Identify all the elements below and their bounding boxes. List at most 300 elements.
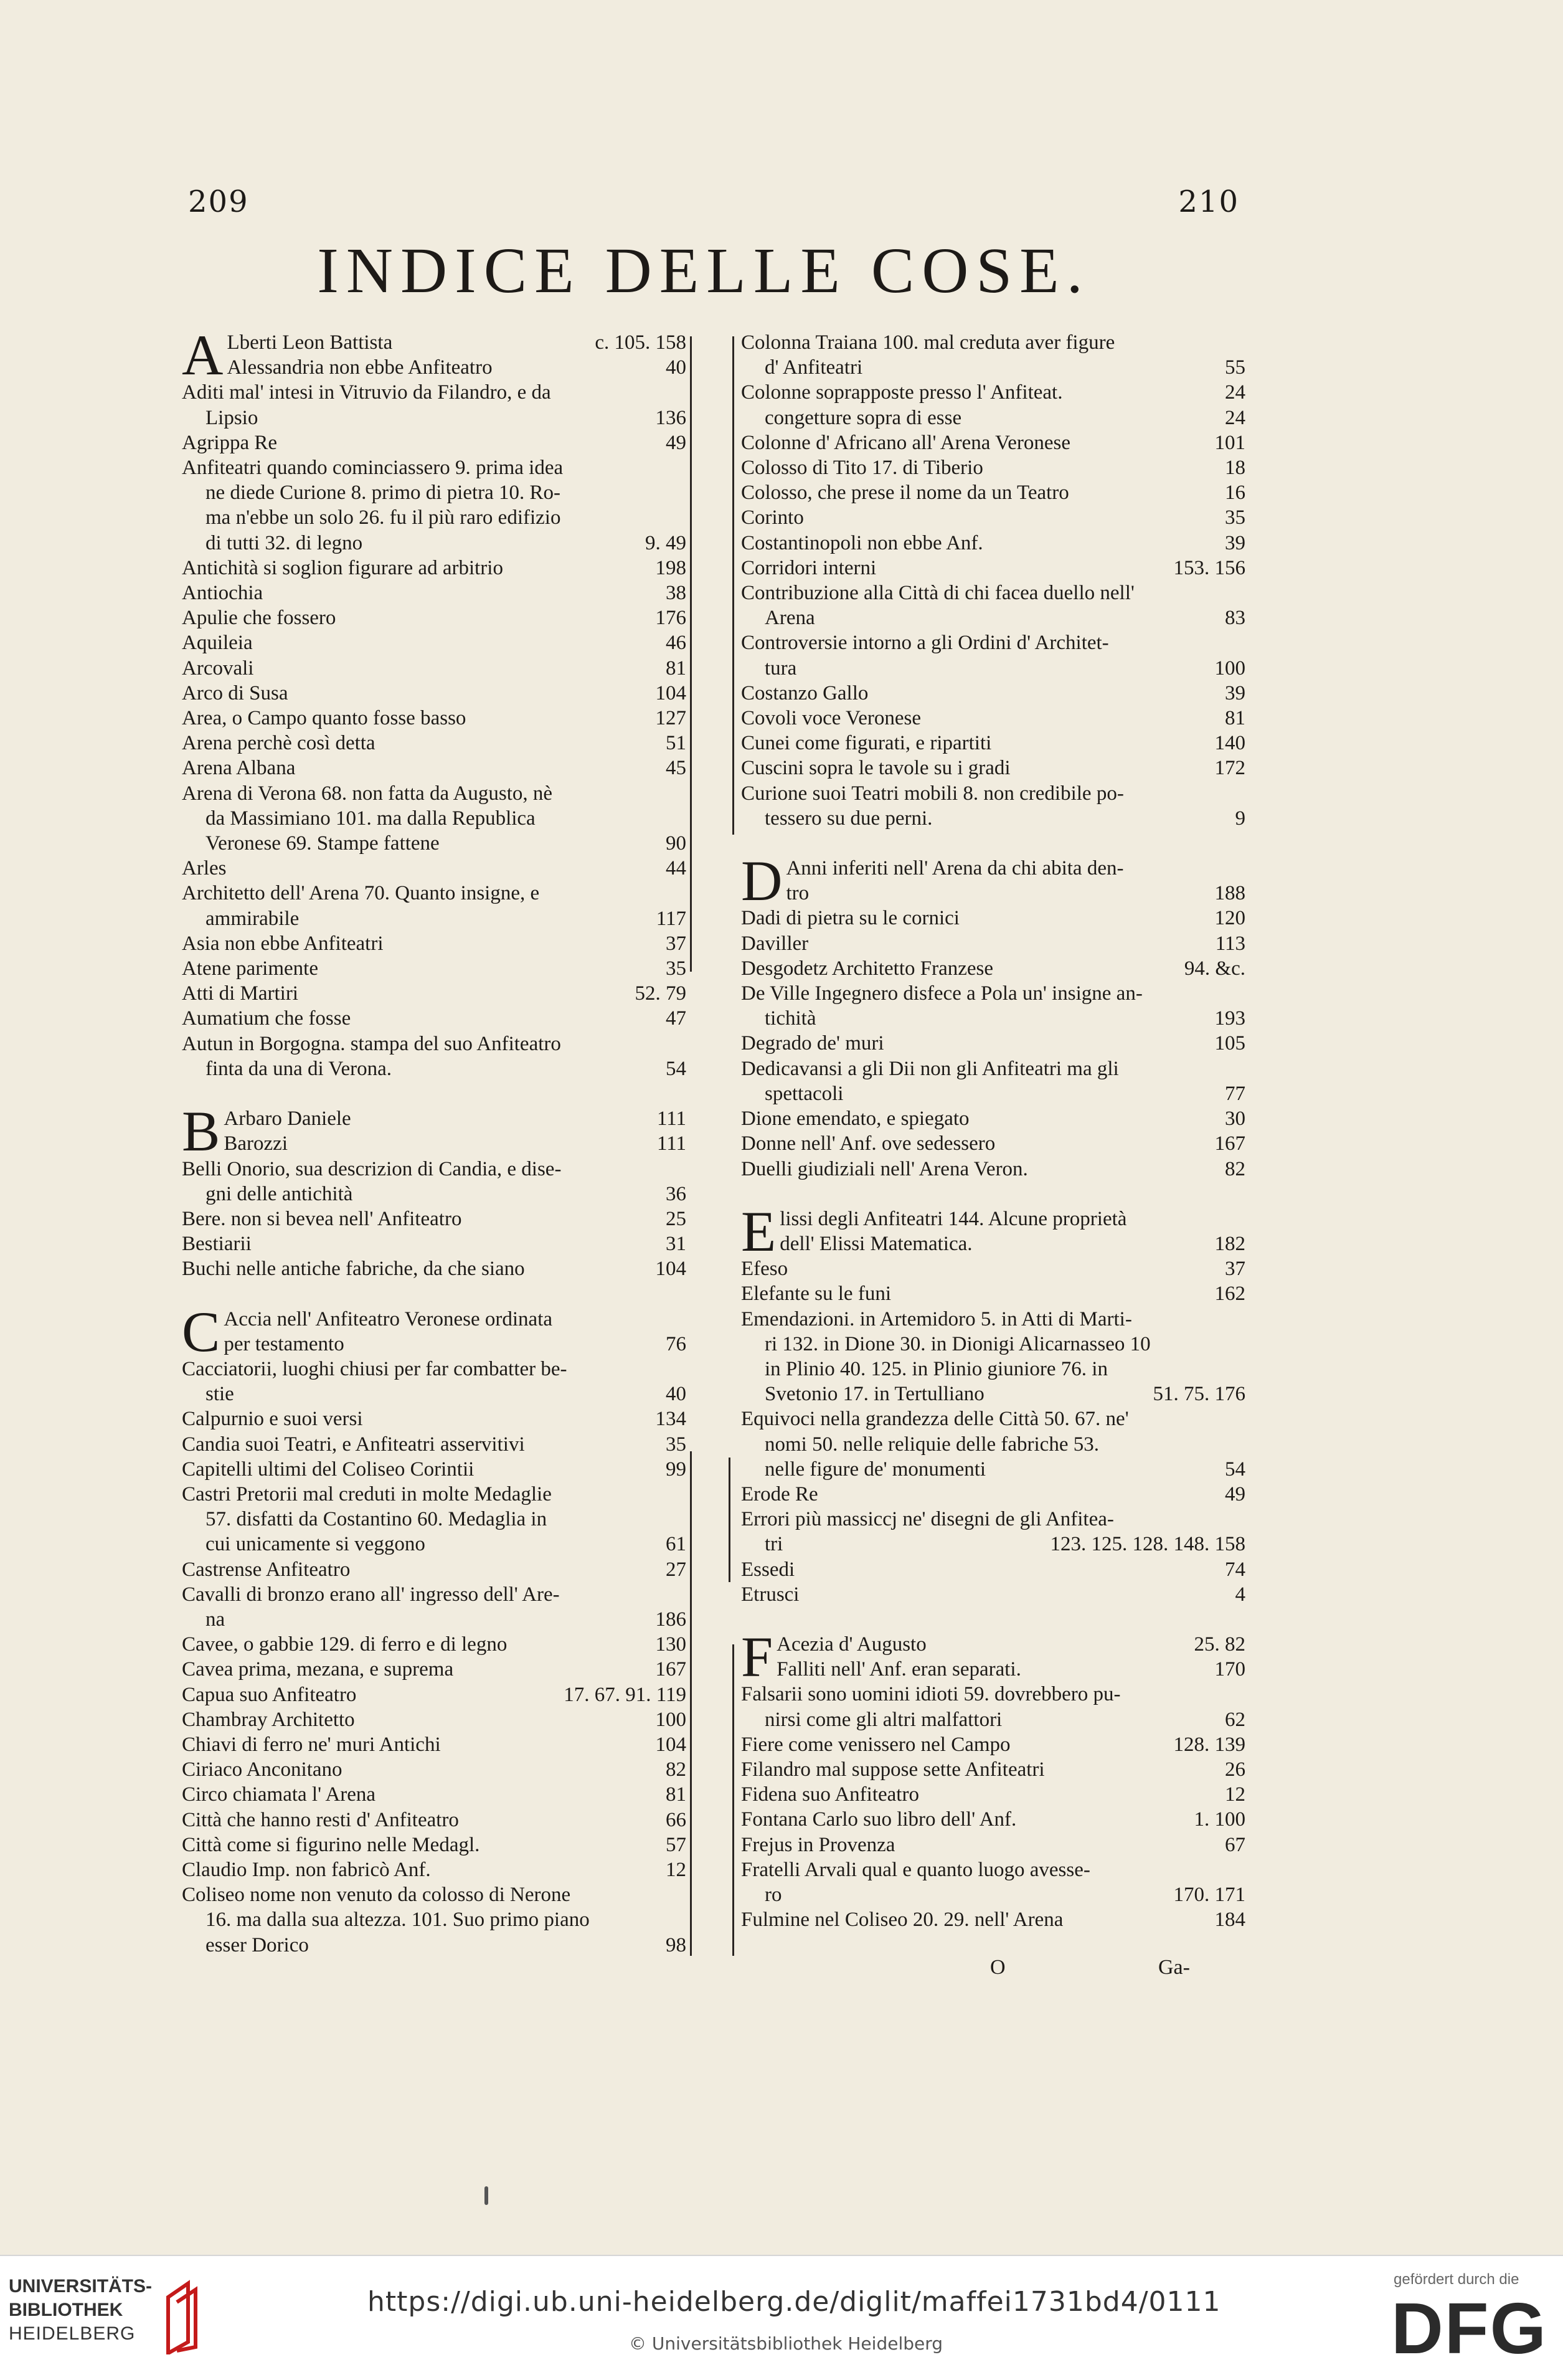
index-entry — [182, 956, 686, 981]
index-entry — [741, 630, 1245, 655]
entry-text: Acezia d' Augusto — [777, 1633, 927, 1656]
index-entry — [182, 1357, 686, 1382]
entry-text: Falliti nell' Anf. eran separati. — [777, 1658, 1021, 1681]
letter-section — [741, 1624, 1245, 1689]
entry-page-ref: 170. 171 — [1173, 1883, 1245, 1906]
index-entry — [741, 531, 1245, 556]
index-entry — [741, 1882, 1245, 1907]
entry-text: Daviller — [741, 932, 809, 955]
entry-text: dell' Elissi Matematica. — [780, 1232, 973, 1255]
entry-page-ref: 94. &c. — [1184, 957, 1245, 980]
entry-text: Aquileia — [182, 632, 253, 655]
index-entry — [741, 1256, 1245, 1281]
index-entry — [182, 1231, 686, 1256]
entry-text: Coliseo nome non venuto da colosso di Nerone — [182, 1884, 571, 1907]
entry-page-ref: 162 — [1214, 1282, 1245, 1306]
index-entry — [182, 706, 686, 731]
entry-page-ref: 49 — [1225, 1482, 1245, 1505]
letter-section — [741, 849, 1245, 913]
index-entry — [741, 556, 1245, 581]
initial-letter: B — [182, 1099, 220, 1164]
index-entry — [182, 480, 686, 505]
entry-text: ri 132. in Dione 30. in Dionigi Alicarnasseo 10 — [765, 1332, 1151, 1355]
entry-text: Autun in Borgogna. stampa del suo Anfiteatro — [182, 1032, 561, 1055]
entry-page-ref: 198 — [655, 556, 686, 579]
index-entry — [182, 531, 686, 556]
entry-page-ref: 193 — [1214, 1007, 1245, 1030]
entry-page-ref: 39 — [1225, 681, 1245, 704]
entry-text: Erode Re — [741, 1482, 818, 1505]
index-entry — [741, 931, 1245, 956]
entry-text: Lberti Leon Battista — [227, 331, 393, 354]
entry-text: Chiavi di ferro ne' muri Antichi — [182, 1733, 441, 1756]
index-entry — [786, 856, 1245, 881]
index-entry — [182, 981, 686, 1006]
column-divider-right-top — [732, 336, 734, 835]
entry-text: Architetto dell' Arena 70. Quanto insigne, e — [182, 882, 540, 905]
index-entry — [182, 1732, 686, 1757]
entry-text: Capua suo Anfiteatro — [182, 1683, 357, 1706]
index-entry — [741, 1357, 1245, 1382]
index-entry — [741, 681, 1245, 706]
index-entry — [741, 706, 1245, 731]
entry-text: Colonne d' Africano all' Arena Veronese — [741, 431, 1071, 454]
library-name-line1: UNIVERSITÄTS- — [9, 2276, 153, 2297]
entry-text: Arena — [765, 607, 815, 630]
entry-text: ne diede Curione 8. primo di pietra 10. Ro- — [205, 481, 561, 505]
entry-text: 16. ma dalla sua altezza. 101. Suo primo piano — [205, 1908, 590, 1932]
page-title: INDICE DELLE COSE. — [317, 235, 1090, 306]
initial-letter: E — [741, 1199, 777, 1263]
entry-page-ref: 76 — [666, 1332, 686, 1355]
entry-text: Contribuzione alla Città di chi facea duello nell' — [741, 582, 1135, 605]
entry-text: Arles — [182, 857, 227, 880]
index-entry — [182, 1657, 686, 1682]
entry-group — [741, 1682, 1245, 1932]
index-entry — [741, 581, 1245, 605]
entry-text: Arco di Susa — [182, 681, 288, 704]
entry-page-ref: 24 — [1225, 406, 1245, 429]
entry-page-ref: 51. 75. 176 — [1153, 1383, 1245, 1406]
entry-page-ref: 52. 79 — [635, 982, 686, 1005]
column-divider-right-mid — [729, 1458, 730, 1582]
entry-text: Ciriaco Anconitano — [182, 1758, 342, 1781]
index-entry — [182, 1933, 686, 1958]
index-entry — [182, 1607, 686, 1632]
entry-page-ref: 40 — [666, 356, 686, 379]
index-entry — [182, 1832, 686, 1857]
library-logo-icon — [163, 2280, 201, 2354]
entry-page-ref: 25. 82 — [1194, 1633, 1245, 1656]
entry-page-ref: 44 — [666, 857, 686, 880]
viewer-footer — [0, 2255, 1563, 2380]
entry-text: Fidena suo Anfiteatro — [741, 1783, 919, 1806]
index-entry — [182, 1382, 686, 1406]
index-entry — [777, 1632, 1245, 1657]
index-entry — [741, 505, 1245, 530]
entry-text: Filandro mal suppose sette Anfiteatri — [741, 1758, 1045, 1781]
index-entry — [741, 806, 1245, 831]
entry-page-ref: 182 — [1214, 1232, 1245, 1255]
entry-text: Cacciatorii, luoghi chiusi per far combatter be- — [182, 1357, 567, 1380]
library-logo-text — [9, 2275, 152, 2346]
index-entry — [182, 1056, 686, 1081]
index-entry — [182, 881, 686, 906]
index-entry — [182, 1757, 686, 1782]
index-entry — [182, 856, 686, 881]
entry-page-ref: 111 — [656, 1107, 686, 1131]
index-entry — [741, 1406, 1245, 1431]
entry-page-ref: 37 — [666, 932, 686, 955]
index-entry — [741, 1056, 1245, 1081]
entry-text: Area, o Campo quanto fosse basso — [182, 707, 466, 730]
entry-text: Covoli voce Veronese — [741, 707, 921, 730]
index-entry — [182, 1157, 686, 1182]
entry-text: finta da una di Verona. — [205, 1057, 392, 1080]
entry-page-ref: 83 — [1225, 607, 1245, 630]
entry-page-ref: 57 — [666, 1833, 686, 1856]
index-entry — [741, 1432, 1245, 1457]
entry-text: Anfiteatri quando cominciassero 9. prima idea — [182, 457, 564, 480]
index-entry — [224, 1307, 686, 1332]
entry-text: Cavee, o gabbie 129. di ferro e di legno — [182, 1633, 508, 1656]
index-entry — [741, 355, 1245, 380]
entry-text: ammirabile — [205, 907, 300, 930]
entry-page-ref: 105 — [1214, 1032, 1245, 1055]
index-entry — [741, 1732, 1245, 1757]
entry-text: Arbaro Daniele — [224, 1107, 351, 1131]
catchword-signature: O — [990, 1956, 1006, 1979]
entry-page-ref: 77 — [1225, 1082, 1245, 1105]
section-gap — [741, 831, 1245, 856]
index-entry — [182, 681, 686, 706]
entry-page-ref: 4 — [1235, 1583, 1245, 1606]
index-entry — [182, 1207, 686, 1231]
index-entry — [741, 1382, 1245, 1406]
entry-page-ref: 31 — [666, 1233, 686, 1256]
entry-page-ref: 30 — [1225, 1107, 1245, 1131]
entry-page-ref: 120 — [1214, 907, 1245, 930]
index-entry — [741, 1482, 1245, 1507]
entry-text: Città che hanno resti d' Anfiteatro — [182, 1808, 459, 1831]
entry-text: Fontana Carlo suo libro dell' Anf. — [741, 1808, 1017, 1831]
index-entry — [741, 1281, 1245, 1306]
entry-text: Arena perchè così detta — [182, 732, 375, 755]
entry-text: Atti di Martiri — [182, 982, 298, 1005]
initial-letter: D — [741, 849, 783, 913]
index-entry — [224, 1106, 686, 1131]
index-entry — [182, 1006, 686, 1031]
column-divider-left-lower — [690, 1451, 692, 1956]
entry-page-ref: 51 — [666, 732, 686, 755]
entry-page-ref: 9. 49 — [645, 531, 686, 554]
index-entry — [741, 1807, 1245, 1832]
index-entry — [182, 1532, 686, 1557]
entry-page-ref: 45 — [666, 757, 686, 780]
entry-page-ref: 26 — [1225, 1758, 1245, 1781]
index-entry — [182, 831, 686, 856]
entry-text: Buchi nelle antiche fabriche, da che siano — [182, 1258, 525, 1281]
entry-text: Antichità si soglion figurare ad arbitrio — [182, 556, 503, 579]
letter-section — [182, 1299, 686, 1363]
entry-page-ref: 140 — [1214, 732, 1245, 755]
entry-text: Fiere come venissero nel Campo — [741, 1733, 1011, 1756]
entry-page-ref: 35 — [1225, 506, 1245, 529]
entry-page-ref: 113 — [1215, 932, 1245, 955]
index-entry — [224, 1131, 686, 1156]
entry-page-ref: 62 — [1225, 1708, 1245, 1731]
entry-text: Candia suoi Teatri, e Anfiteatri asservitivi — [182, 1433, 525, 1456]
entry-text: Errori più massiccj ne' disegni de gli Anfitea- — [741, 1508, 1114, 1531]
entry-page-ref: 17. 67. 91. 119 — [564, 1683, 686, 1706]
entry-page-ref: 67 — [1225, 1833, 1245, 1856]
permalink-url[interactable]: https://digi.ub.uni-heidelberg.de/diglit/maffei1731bd4/0111 — [367, 2286, 1221, 2318]
index-entry — [224, 1332, 686, 1357]
index-entry — [182, 1482, 686, 1507]
entry-text: Belli Onorio, sua descrizion di Candia, e dise- — [182, 1157, 562, 1180]
entry-text: spettacoli — [765, 1082, 844, 1105]
entry-text: per testamento — [224, 1332, 344, 1355]
entry-text: Fratelli Arvali qual e quanto luogo avesse- — [741, 1858, 1090, 1881]
entry-text: Accia nell' Anfiteatro Veronese ordinata — [224, 1307, 553, 1330]
index-entry — [182, 1256, 686, 1281]
entry-page-ref: 82 — [1225, 1157, 1245, 1180]
index-entry — [741, 405, 1245, 430]
entry-text: tichità — [765, 1007, 816, 1030]
entry-text: Corinto — [741, 506, 804, 529]
entry-page-ref: 9 — [1235, 807, 1245, 830]
index-entry — [182, 405, 686, 430]
entry-text: Etrusci — [741, 1583, 800, 1606]
entry-text: Desgodetz Architetto Franzese — [741, 957, 994, 980]
index-entry — [741, 1557, 1245, 1582]
initial-letter: C — [182, 1299, 220, 1363]
entry-text: Calpurnio e suoi versi — [182, 1408, 363, 1431]
index-entry — [182, 1507, 686, 1532]
paper-mark — [484, 2186, 488, 2205]
entry-text: Colosso di Tito 17. di Tiberio — [741, 457, 983, 480]
index-entry — [182, 1808, 686, 1832]
section-gap — [741, 1607, 1245, 1632]
entry-text: Bestiarii — [182, 1233, 252, 1256]
index-entry — [182, 731, 686, 756]
entry-page-ref: 81 — [1225, 707, 1245, 730]
entry-text: Dadi di pietra su le cornici — [741, 907, 960, 930]
entry-text: nirsi come gli altri malfattori — [765, 1708, 1003, 1731]
entry-text: Cavea prima, mezana, e suprema — [182, 1658, 454, 1681]
index-entry — [182, 630, 686, 655]
entry-page-ref: 186 — [655, 1608, 686, 1631]
column-divider-right-low — [732, 1644, 734, 1956]
index-entry — [182, 1857, 686, 1882]
index-entry — [741, 781, 1245, 806]
entry-page-ref: 81 — [666, 1783, 686, 1806]
index-entry — [741, 906, 1245, 931]
entry-text: Aditi mal' intesi in Vitruvio da Filandro, e da — [182, 381, 551, 404]
entry-text: Duelli giudiziali nell' Arena Veron. — [741, 1157, 1028, 1180]
index-entry — [227, 355, 686, 380]
index-entry — [182, 931, 686, 956]
index-entry — [182, 1907, 686, 1932]
index-entry — [741, 956, 1245, 981]
entry-page-ref: 100 — [655, 1708, 686, 1731]
copyright-notice: © Universitätsbibliothek Heidelberg — [629, 2333, 943, 2354]
index-entry — [182, 1882, 686, 1907]
entry-text: da Massimiano 101. ma dalla Republica — [205, 807, 536, 830]
index-entry — [741, 1081, 1245, 1106]
entry-page-ref: 176 — [655, 607, 686, 630]
entry-page-ref: 54 — [666, 1057, 686, 1080]
entry-text: Arena Albana — [182, 757, 296, 780]
entry-text: in Plinio 40. 125. in Plinio giuniore 76. in — [765, 1357, 1108, 1380]
entry-page-ref: 55 — [1225, 356, 1245, 379]
index-entry — [741, 1157, 1245, 1182]
entry-text: Città come si figurino nelle Medagl. — [182, 1833, 480, 1856]
entry-page-ref: 1. 100 — [1194, 1808, 1245, 1831]
entry-text: tri — [765, 1533, 783, 1556]
entry-text: Colosso, che prese il nome da un Teatro — [741, 481, 1069, 505]
entry-text: Barozzi — [224, 1132, 288, 1155]
index-entry — [741, 1582, 1245, 1607]
entry-text: Aumatium che fosse — [182, 1007, 351, 1030]
entry-page-ref: 25 — [666, 1207, 686, 1230]
entry-text: Fulmine nel Coliseo 20. 29. nell' Arena — [741, 1908, 1064, 1932]
index-entry — [182, 806, 686, 831]
index-entry — [777, 1657, 1245, 1682]
entry-text: Costanzo Gallo — [741, 681, 869, 704]
index-entry — [182, 1582, 686, 1607]
entry-text: nomi 50. nelle reliquie delle fabriche 53. — [765, 1433, 1099, 1456]
entry-page-ref: 98 — [666, 1933, 686, 1956]
entry-page-ref: 54 — [1225, 1458, 1245, 1481]
entry-text: Castrense Anfiteatro — [182, 1558, 351, 1581]
index-entry — [182, 1182, 686, 1207]
entry-text: 57. disfatti da Costantino 60. Medaglia in — [205, 1508, 547, 1531]
entry-page-ref: 46 — [666, 632, 686, 655]
entry-text: Colonne soprapposte presso l' Anfiteat. — [741, 381, 1063, 404]
entry-text: Apulie che fossero — [182, 607, 336, 630]
entry-group — [182, 1357, 686, 1958]
index-entry — [741, 330, 1245, 355]
entry-page-ref: 153. 156 — [1173, 556, 1245, 579]
entry-text: congetture sopra di esse — [765, 406, 962, 429]
entry-page-ref: 117 — [656, 907, 686, 930]
index-entry — [741, 1131, 1245, 1156]
entry-page-ref: 18 — [1225, 457, 1245, 480]
index-entry — [182, 605, 686, 630]
index-entry — [786, 881, 1245, 906]
entry-text: Anni inferiti nell' Arena da chi abita den- — [786, 857, 1124, 880]
index-entry — [227, 330, 686, 355]
entry-page-ref: 49 — [666, 431, 686, 454]
entry-text: Falsarii sono uomini idioti 59. dovrebbero pu- — [741, 1683, 1121, 1706]
entry-page-ref: 38 — [666, 582, 686, 605]
entry-page-ref: 74 — [1225, 1558, 1245, 1581]
index-entry — [182, 1457, 686, 1482]
entry-text: tro — [786, 882, 810, 905]
entry-text: Svetonio 17. in Tertulliano — [765, 1383, 985, 1406]
entry-page-ref: 35 — [666, 957, 686, 980]
entry-page-ref: 100 — [1214, 657, 1245, 680]
index-entry — [182, 1432, 686, 1457]
entry-text: ma n'ebbe un solo 26. fu il più raro edifizio — [205, 506, 561, 529]
entry-text: Corridori interni — [741, 556, 877, 579]
index-entry — [182, 1557, 686, 1582]
entry-page-ref: 128. 139 — [1173, 1733, 1245, 1756]
index-entry — [741, 731, 1245, 756]
entry-text: na — [205, 1608, 225, 1631]
index-entry — [182, 1406, 686, 1431]
funding-label: gefördert durch die — [1394, 2271, 1519, 2288]
index-entry — [741, 1532, 1245, 1557]
entry-text: Cuscini sopra le tavole su i gradi — [741, 757, 1011, 780]
catchword: Ga- — [1158, 1956, 1190, 1979]
entry-group — [182, 1157, 686, 1282]
entry-page-ref: 27 — [666, 1558, 686, 1581]
index-entry — [741, 1707, 1245, 1732]
entry-text: Efeso — [741, 1258, 788, 1281]
index-entry — [741, 1006, 1245, 1031]
entry-text: Arcovali — [182, 657, 254, 680]
index-entry — [741, 1106, 1245, 1131]
entry-page-ref: 12 — [1225, 1783, 1245, 1806]
index-entry — [182, 756, 686, 780]
entry-group — [182, 380, 686, 1081]
index-entry — [182, 380, 686, 405]
index-entry — [780, 1207, 1245, 1231]
entry-text: Essedi — [741, 1558, 795, 1581]
library-name-line2: BIBLIOTHEK — [9, 2300, 123, 2320]
entry-page-ref: 24 — [1225, 381, 1245, 404]
entry-text: Degrado de' muri — [741, 1032, 884, 1055]
index-entry — [741, 1907, 1245, 1932]
entry-text: Emendazioni. in Artemidoro 5. in Atti di Marti- — [741, 1307, 1132, 1330]
index-entry — [741, 480, 1245, 505]
index-entry — [741, 1457, 1245, 1482]
entry-text: Arena di Verona 68. non fatta da Augusto, nè — [182, 782, 553, 805]
letter-section — [182, 1099, 686, 1164]
index-entry — [182, 1782, 686, 1807]
entry-page-ref: 82 — [666, 1758, 686, 1781]
index-entry — [182, 581, 686, 605]
entry-text: Bere. non si bevea nell' Anfiteatro — [182, 1207, 462, 1230]
entry-text: Veronese 69. Stampe fattene — [205, 832, 440, 855]
entry-page-ref: 136 — [655, 406, 686, 429]
index-entry — [741, 981, 1245, 1006]
entry-page-ref: 167 — [655, 1658, 686, 1681]
initial-letter: A — [182, 323, 224, 387]
index-column-left — [182, 323, 686, 1958]
entry-text: Alessandria non ebbe Anfiteatro — [227, 356, 493, 379]
entry-text: cui unicamente si veggono — [205, 1533, 425, 1556]
index-entry — [741, 1682, 1245, 1707]
entry-page-ref: 170 — [1214, 1658, 1245, 1681]
index-entry — [741, 455, 1245, 480]
entry-text: stie — [205, 1383, 234, 1406]
entry-text: Cavalli di bronzo erano all' ingresso dell' Are- — [182, 1583, 560, 1606]
entry-page-ref: 39 — [1225, 531, 1245, 554]
index-entry — [182, 505, 686, 530]
index-entry — [182, 1632, 686, 1657]
index-entry — [182, 1707, 686, 1732]
entry-text: di tutti 32. di legno — [205, 531, 363, 554]
entry-group — [741, 330, 1245, 831]
entry-page-ref: 104 — [655, 1258, 686, 1281]
entry-page-ref: 90 — [666, 832, 686, 855]
entry-text: Donne nell' Anf. ove sedessero — [741, 1132, 996, 1155]
entry-page-ref: 81 — [666, 657, 686, 680]
index-entry — [741, 1507, 1245, 1532]
